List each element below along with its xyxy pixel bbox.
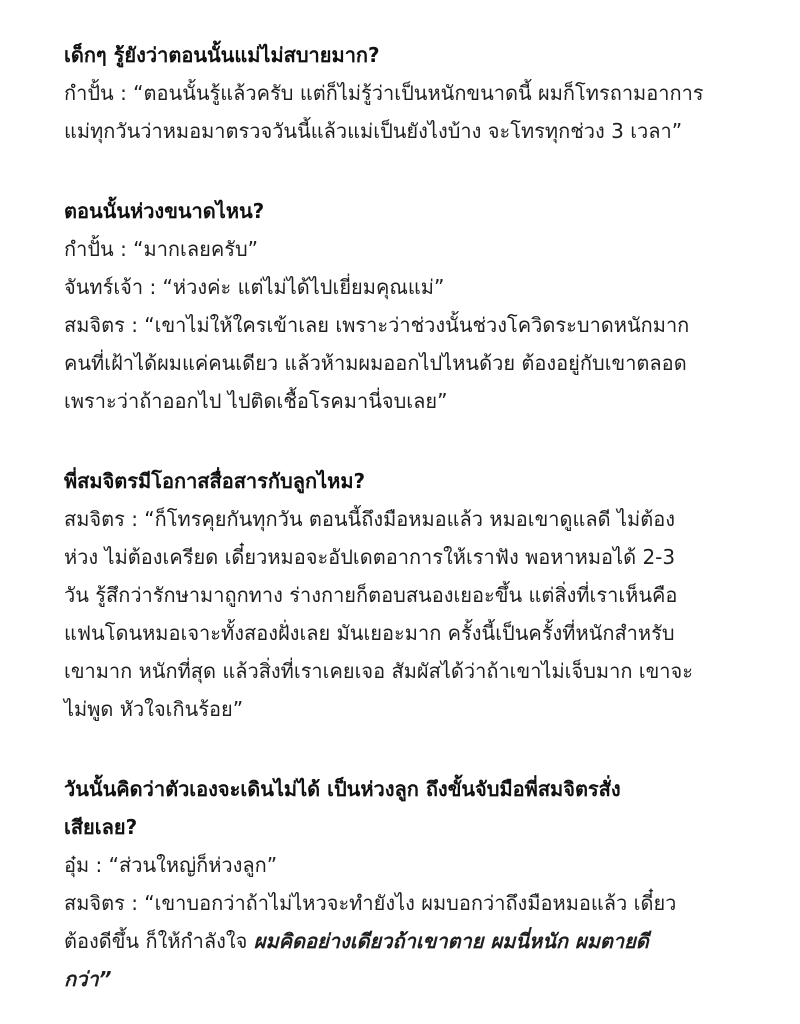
answer-line [64,922,764,960]
emphasized-quote: ผมคิดอย่างเดียวถ้าเขาตาย ผมนี่หนัก ผมตายดี [253,929,649,953]
answer-line [64,960,764,998]
answer-line: สมจิตร : “ก็โทรคุยกันทุกวัน ตอนนี้ถึงมือหมอแล้ว หมอเขาดูแลดี ไม่ต้อง [64,507,675,531]
qa-section-2 [64,192,764,420]
question-heading: วันนั้นคิดว่าตัวเองจะเดินไม่ได้ เป็นห่วงลูก ถึงขั้นจับมือพี่สมจิตรสั่ง [64,777,621,801]
question-heading: พี่สมจิตรมีโอกาสสื่อสารกับลูกไหม? [64,469,366,493]
answer-line: เขามาก หนักที่สุด แล้วสิ่งที่เราเคยเจอ สัมผัสได้ว่าถ้าเขาไม่เจ็บมาก เขาจะ [64,659,693,683]
question-heading: ตอนนั้นห่วงขนาดไหน? [64,199,265,223]
answer-line: สมจิตร : “เขาไม่ให้ใครเข้าเลย เพราะว่าช่วงนั้นช่วงโควิดระบาดหนักมาก [64,313,690,337]
answer-line: เพราะว่าถ้าออกไป ไปติดเชื้อโรคมานี่จบเลย” [64,389,448,413]
answer-text: ต้องดีขึ้น ก็ให้กำลังใจ [64,929,254,953]
answer-line: ไม่พูด หัวใจเกินร้อย” [64,697,244,721]
answer-line: กำปั้น : “ตอนนั้นรู้แล้วครับ แต่ก็ไม่รู้ว่าเป็นหนักขนาดนี้ ผมก็โทรถามอาการ [64,81,704,105]
question-heading: เด็กๆ รู้ยังว่าตอนนั้นแม่ไม่สบายมาก? [64,43,380,67]
answer-line: อุ๋ม : “ส่วนใหญ่ก็ห่วงลูก” [64,853,278,877]
question-heading: เสียเลย? [64,815,138,839]
answer-line: กำปั้น : “มากเลยครับ” [64,237,259,261]
article [64,36,764,998]
answer-line: แม่ทุกวันว่าหมอมาตรวจวันนี้แล้วแม่เป็นยังไงบ้าง จะโทรทุกช่วง 3 เวลา” [64,119,683,143]
answer-line: จันทร์เจ้า : “ห่วงค่ะ แต่ไม่ได้ไปเยี่ยมคุณแม่” [64,275,445,299]
answer-line: ห่วง ไม่ต้องเครียด เดี๋ยวหมอจะอัปเดตอาการให้เราฟัง พอหาหมอได้ 2-3 [64,545,676,569]
qa-section-4 [64,770,764,998]
answer-line: แฟนโดนหมอเจาะทั้งสองฝั่งเลย มันเยอะมาก ครั้งนี้เป็นครั้งที่หนักสำหรับ [64,621,675,645]
answer-line: สมจิตร : “เขาบอกว่าถ้าไม่ไหวจะทำยังไง ผมบอกว่าถึงมือหมอแล้ว เดี๋ยว [64,891,677,915]
emphasized-quote: กว่า” [64,967,112,991]
answer-line: คนที่เฝ้าได้ผมแค่คนเดียว แล้วห้ามผมออกไปไหนด้วย ต้องอยู่กับเขาตลอด [64,351,687,375]
qa-section-1 [64,36,764,150]
answer-line: วัน รู้สึกว่ารักษามาถูกทาง ร่างกายก็ตอบสนองเยอะขึ้น แต่สิ่งที่เราเห็นคือ [64,583,678,607]
qa-section-3 [64,462,764,728]
